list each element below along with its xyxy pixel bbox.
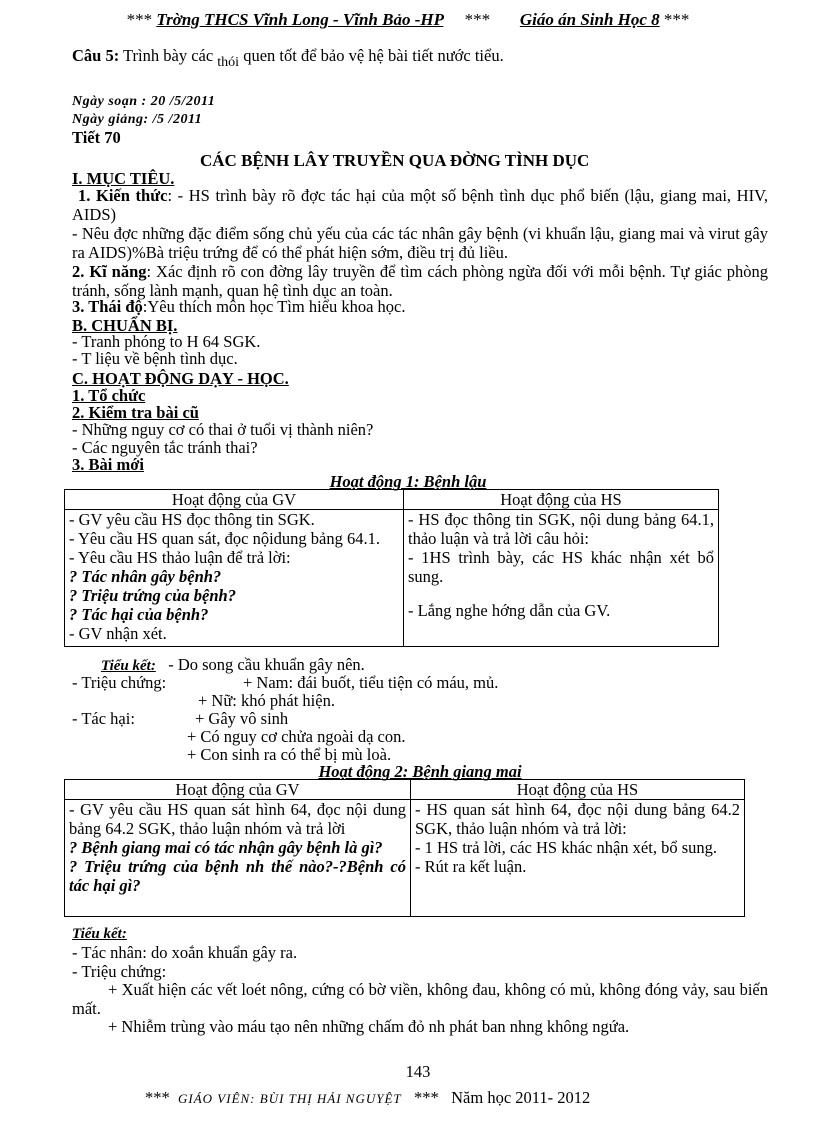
col-gv-header: Hoạt động của GV — [65, 490, 404, 510]
summary-1-harm: + Có nguy cơ chửa ngoài dạ con. — [187, 727, 406, 746]
objectives-heading: I. MỤC TIÊU. — [72, 169, 175, 188]
gv-question: ? Tác nhân gây bệnh? — [69, 567, 222, 586]
activity-2-table — [64, 779, 745, 917]
gv-question: ? Tác hại của bệnh? — [69, 605, 209, 624]
attitude-text: :Yêu thích môn học Tìm hiểu khoa học. — [142, 297, 406, 316]
skills-text: : Xác định rõ con đờng lây truyền để tìm cách phòng ngừa đối với mỗi bệnh. Tự giác phòng tránh, sống lành mạnh, quan hệ tình dục an toàn. — [72, 262, 768, 300]
summary-1-symptom-label: - Triệu chứng: — [72, 673, 167, 692]
header-subject: Giáo án Sinh Học 8 — [519, 10, 660, 29]
preparation-item: - Tranh phóng to H 64 SGK. — [72, 332, 261, 351]
activity-1-gv-cell — [65, 510, 404, 647]
lesson-title: CÁC BỆNH LÂY TRUYỀN QUA ĐỜNG TÌNH DỤC — [200, 151, 590, 170]
check-item: - Các nguyên tắc tránh thai? — [72, 438, 258, 457]
footer-year: Năm học 2011- 2012 — [451, 1088, 591, 1107]
gv-line: - Yêu cầu HS thảo luận để trả lời: — [69, 548, 291, 567]
activity-1-title: Hoạt động 1: Bệnh lậu — [329, 472, 487, 491]
page-number: 143 — [405, 1062, 431, 1081]
activity-2-title: Hoạt động 2: Bệnh giang mai — [318, 762, 522, 781]
summary-2-label: Tiểu kết: — [72, 926, 127, 942]
gv-line: - GV yêu cầu HS quan sát hình 64, đọc nội dung bảng 64.2 SGK, thảo luận nhóm và trả lời — [69, 800, 406, 838]
activities-heading: C. HOẠT ĐỘNG DẠY - HỌC. — [72, 369, 289, 388]
knowledge-paragraph-2: - Nêu đợc những đặc điểm sống chủ yếu của các tác nhân gây bệnh (vi khuẩn lậu, giang mai và virut gây ra AIDS)%Bà triệu trứng để có thể phát hiện sớm, điều trị đủ liều. — [72, 224, 768, 262]
summary-2-symptom-1: + Xuất hiện các vết loét nông, cứng có bờ viền, không đau, không có mủ, không đóng vảy, sau biến mất. — [72, 980, 768, 1018]
prep-date: Ngày soạn : 20 /5/2011 — [72, 94, 216, 109]
hs-line: - 1HS trình bày, các HS khác nhận xét bổ sung. — [408, 548, 714, 586]
preparation-item: - T liệu về bệnh tình dục. — [72, 349, 238, 368]
page-header — [0, 10, 816, 30]
header-school: Trờng THCS Vĩnh Long - Vĩnh Bảo -HP — [156, 10, 444, 29]
knowledge-label: 1. Kiến thức — [78, 186, 168, 205]
footer-stars: *** — [145, 1088, 170, 1107]
check-item: - Những nguy cơ có thai ở tuổi vị thành niên? — [72, 420, 374, 439]
knowledge-text: : - HS trình bày rõ đợc tác hại của một số bệnh tình dục phổ biến (lậu, giang mai, HIV, AIDS) — [72, 186, 768, 224]
gv-line: - GV yêu cầu HS đọc thông tin SGK. — [69, 510, 315, 529]
col-hs-header: Hoạt động của HS — [404, 490, 719, 510]
activity-2-hs-cell — [411, 800, 745, 917]
check-heading: 2. Kiểm tra bài cũ — [72, 403, 199, 422]
summary-1-symptom-male: + Nam: đái buốt, tiểu tiện có máu, mủ. — [243, 673, 499, 692]
gv-line: - GV nhận xét. — [69, 624, 167, 643]
summary-1-harm: + Gây vô sinh — [195, 709, 289, 728]
preparation-heading: B. CHUẨN BỊ. — [72, 316, 178, 335]
header-stars-mid: *** — [464, 10, 491, 29]
skills-paragraph — [72, 262, 768, 300]
question-text-a: Trình bày các — [123, 46, 214, 65]
attitude-label: 3. Thái độ — [72, 297, 143, 316]
summary-1-cause-text: - Do song cầu khuẩn gây nên. — [168, 655, 365, 674]
summary-1-symptom-female: + Nữ: khó phát hiện. — [198, 691, 335, 710]
hs-line: - HS đọc thông tin SGK, nội dung bảng 64.1, thảo luận và trả lời câu hỏi: — [408, 510, 714, 548]
summary-1-harm-label: - Tác hại: — [72, 709, 135, 728]
question-small: thói — [217, 55, 240, 70]
gv-question: ? Triệu trứng của bệnh? — [69, 586, 236, 605]
header-stars: *** — [126, 10, 153, 29]
activity-2-gv-cell — [65, 800, 411, 917]
hs-line: - Lắng nghe hớng dẫn của GV. — [408, 601, 611, 620]
gv-line: - Yêu cầu HS quan sát, đọc nộidung bảng 64.1. — [69, 529, 380, 548]
summary-2-symptom-2: + Nhiễm trùng vào máu tạo nên những chấm đỏ nh phát ban nhng không ngứa. — [108, 1017, 630, 1036]
summary-1-harm: + Con sinh ra có thể bị mù loà. — [187, 745, 392, 764]
question-label: Câu 5: — [72, 46, 120, 65]
hs-line: - 1 HS trả lời, các HS khác nhận xét, bổ sung. — [415, 838, 717, 857]
question-5 — [72, 46, 504, 70]
gv-question: ? Triệu trứng của bệnh nh thế nào?-?Bệnh có tác hại gì? — [69, 857, 406, 895]
summary-2-cause: - Tác nhân: do xoắn khuẩn gây ra. — [72, 943, 298, 962]
col-hs-header: Hoạt động của HS — [411, 780, 745, 800]
question-text-b: quen tốt để bảo vệ hệ bài tiết nước tiểu. — [243, 46, 504, 65]
attitude-paragraph — [72, 297, 406, 316]
activity-1-table — [64, 489, 719, 647]
organization-heading: 1. Tổ chức — [72, 386, 146, 405]
knowledge-paragraph — [72, 186, 768, 224]
footer-teacher: GIÁO VIÊN: BÙI THỊ HẢI NGUYỆT — [178, 1091, 402, 1106]
footer-stars-mid: *** — [414, 1088, 439, 1107]
activity-1-hs-cell — [404, 510, 719, 647]
header-stars-right: *** — [663, 10, 690, 29]
page-footer — [145, 1088, 590, 1108]
skills-label: 2. Kĩ năng — [72, 262, 147, 281]
hs-line: - Rút ra kết luận. — [415, 857, 527, 876]
summary-2-symptom-label: - Triệu chứng: — [72, 962, 167, 981]
new-lesson-heading: 3. Bài mới — [72, 455, 144, 474]
hs-line: - HS quan sát hình 64, đọc nội dung bảng 64.2 SGK, thảo luận nhóm và trả lời: — [415, 800, 740, 838]
col-gv-header: Hoạt động của GV — [65, 780, 411, 800]
lesson-number: Tiết 70 — [72, 128, 121, 147]
gv-question: ? Bệnh giang mai có tác nhận gây bệnh là gì? — [69, 838, 383, 857]
summary-1-label: Tiểu kết: — [101, 658, 156, 674]
teach-date: Ngày giảng: /5 /2011 — [72, 112, 203, 127]
